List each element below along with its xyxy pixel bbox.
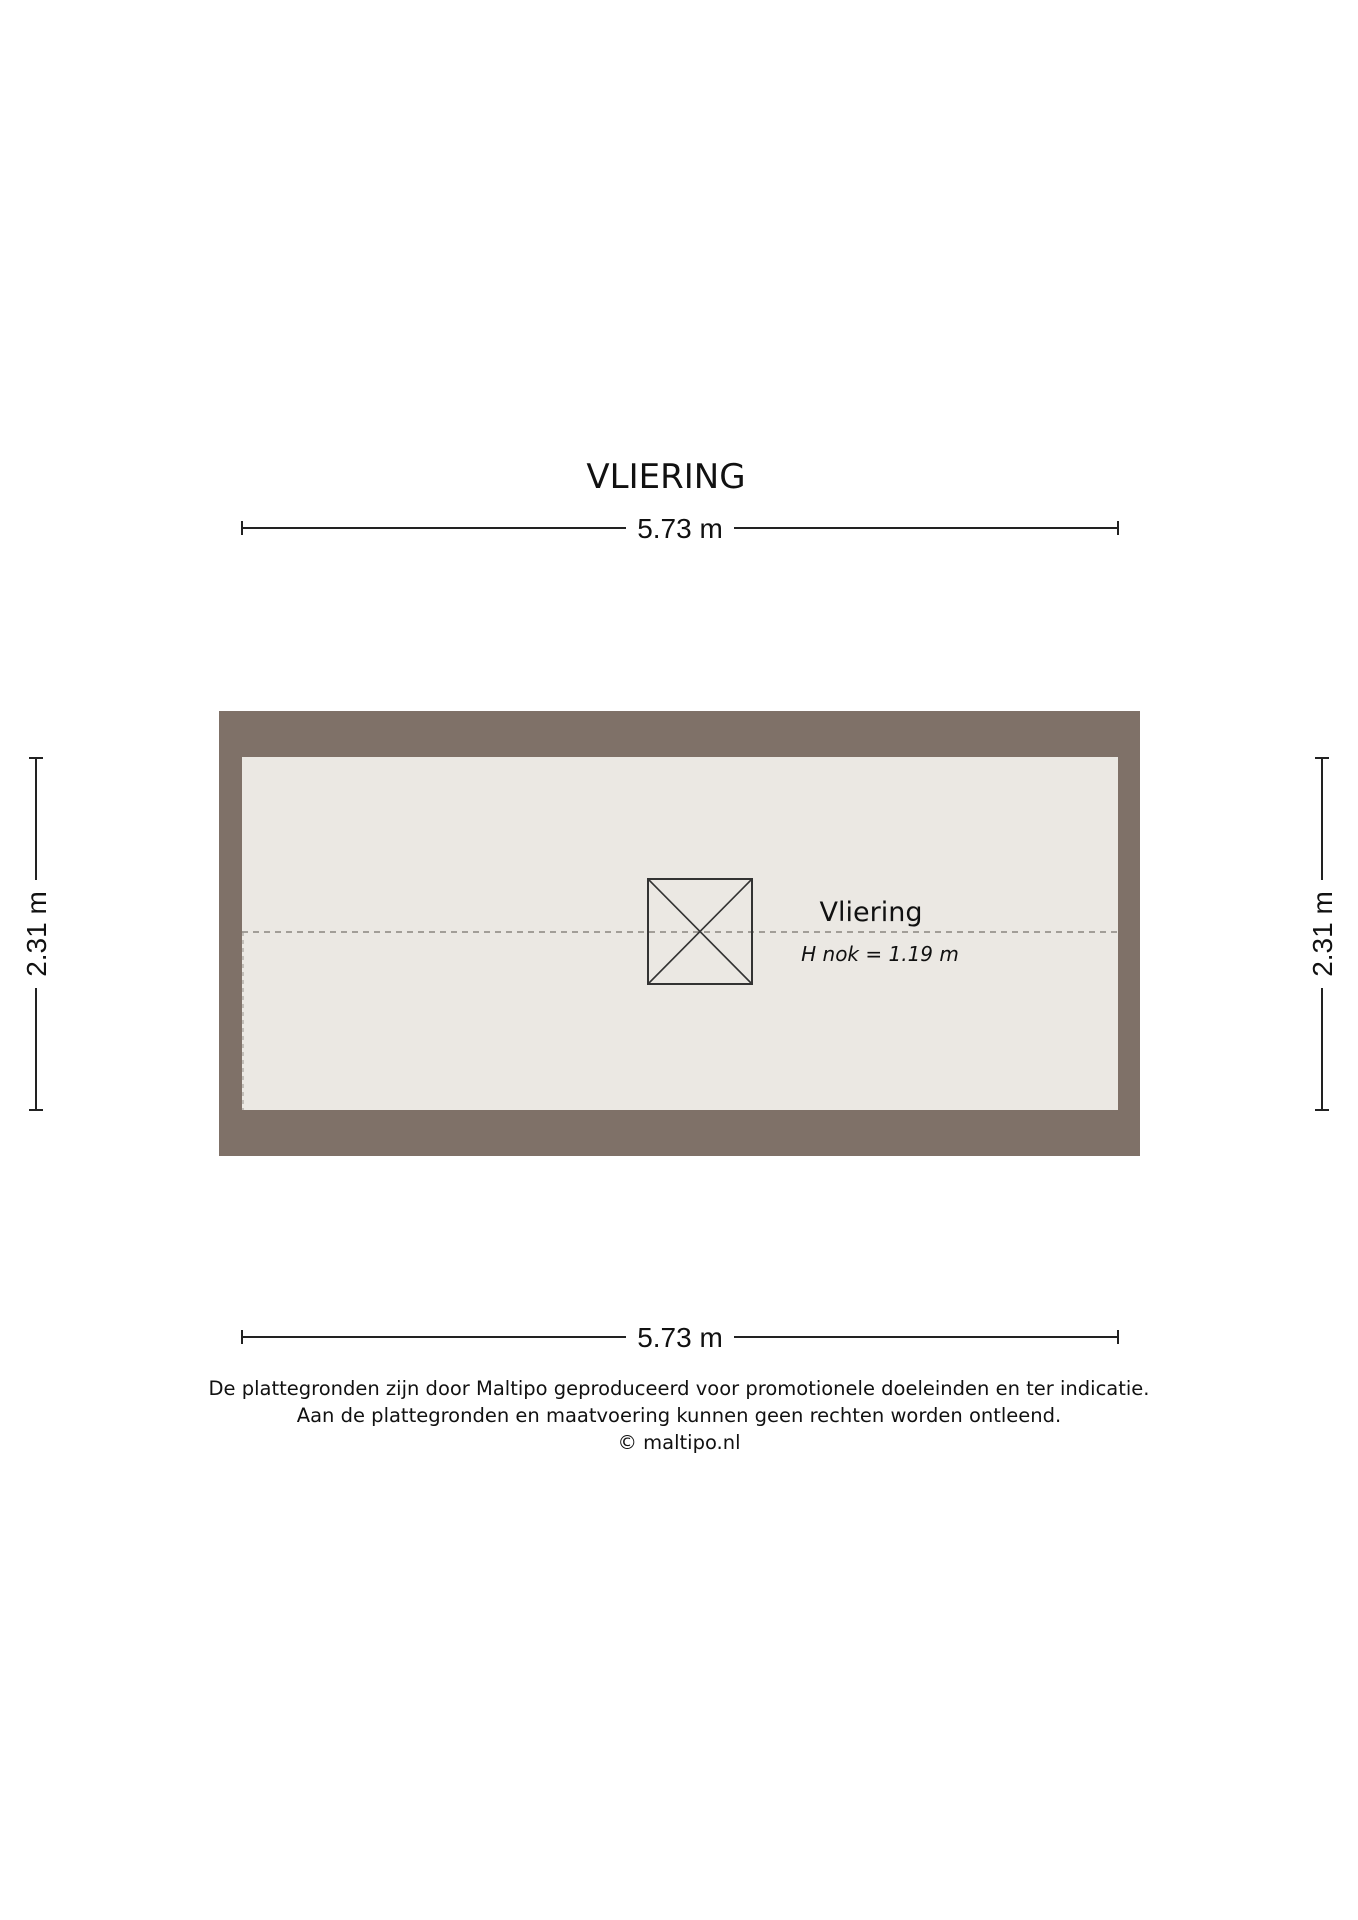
disclaimer-line-2: Aan de plattegronden en maatvoering kunnen geen rechten worden ontleend. bbox=[296, 1404, 1062, 1427]
copyright-line: © maltipo.nl bbox=[617, 1431, 741, 1454]
disclaimer bbox=[0, 1375, 1358, 1456]
room-name: Vliering bbox=[819, 897, 923, 928]
room-ridge-height: H nok = 1.19 m bbox=[801, 942, 959, 966]
room-floor bbox=[242, 757, 1118, 1110]
left-depth-label: 2.31 m bbox=[21, 891, 52, 977]
top-width-label: 5.73 m bbox=[637, 513, 723, 544]
bottom-width-label: 5.73 m bbox=[637, 1322, 723, 1353]
bottom-width-dimension bbox=[242, 1322, 1118, 1353]
right-depth-dimension bbox=[1307, 758, 1338, 1110]
right-depth-label: 2.31 m bbox=[1307, 891, 1338, 977]
disclaimer-line-1: De plattegronden zijn door Maltipo geproduceerd voor promotionele doeleinden en ter indicatie. bbox=[208, 1377, 1150, 1400]
floor-title: VLIERING bbox=[586, 457, 746, 497]
top-width-dimension bbox=[242, 513, 1118, 544]
left-depth-dimension bbox=[21, 758, 52, 1110]
